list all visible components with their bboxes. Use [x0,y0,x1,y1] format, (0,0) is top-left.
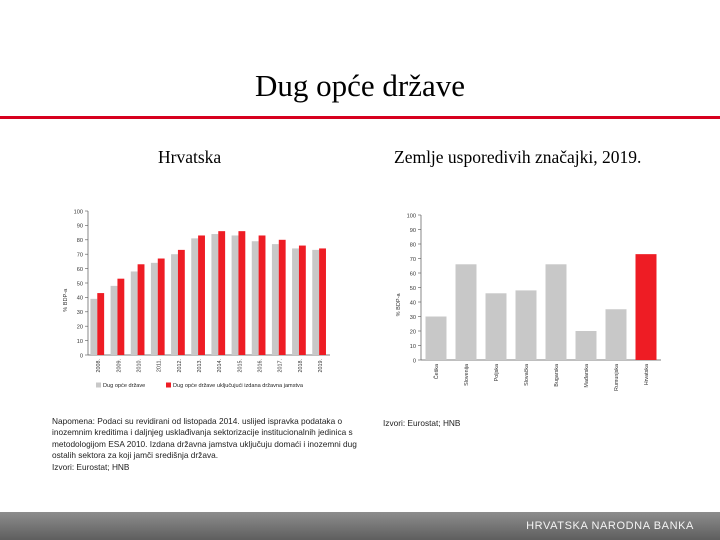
y-tick-label: 60 [409,271,416,278]
y-tick-label: 10 [76,338,83,345]
y-axis-label: % BDP-a [396,293,402,317]
bar-2015-series-2 [238,231,245,355]
bar-rumunjska [606,309,627,360]
source-note: Izvori: Eurostat; HNB [383,418,461,428]
x-tick-label: Bugarska [554,364,560,387]
x-tick-label: Slovenija [464,364,470,386]
bar-mađarska [576,331,597,360]
y-tick-label: 20 [76,324,83,331]
y-axis-label: % BDP-a [63,288,69,312]
legend-label-1: Dug opće države [103,383,146,389]
peer-countries-debt-bar-chart [383,205,673,400]
y-tick-label: 90 [409,227,416,234]
bar-2018-series-1 [292,248,299,355]
x-tick-label: 2015. [237,359,244,373]
x-tick-label: Češka [434,364,440,380]
bar-2016-series-2 [259,235,266,355]
y-tick-label: 50 [76,281,83,288]
footer-brand: HRVATSKA NARODNA BANKA [526,520,694,532]
y-tick-label: 80 [409,242,416,249]
bar-2017-series-1 [272,244,279,355]
x-tick-label: 2017. [277,359,284,373]
x-tick-label: 2019. [317,359,324,373]
legend-swatch-2 [166,383,171,388]
y-tick-label: 40 [409,300,416,307]
croatia-debt-bar-chart [50,205,335,400]
y-tick-label: 80 [76,238,83,245]
bar-2019-series-1 [312,250,319,355]
footer-bar [0,512,720,540]
y-tick-label: 100 [73,209,83,216]
x-tick-label: 2013. [196,359,203,373]
legend-label-2: Dug opće države uključujući izdana državna jamstva [173,383,303,389]
x-tick-label: 2016. [257,359,264,373]
y-tick-label: 20 [409,329,416,336]
bar-2009-series-2 [117,279,124,355]
bar-2014-series-2 [218,231,225,355]
bar-2015-series-1 [232,235,239,355]
y-tick-label: 60 [76,266,83,273]
x-tick-label: Rumunjska [614,364,620,391]
bar-slovačka [516,290,537,360]
bar-slovenija [456,264,477,360]
bar-2009-series-1 [111,286,118,355]
x-tick-label: Poljska [494,364,500,382]
bar-2011-series-1 [151,263,158,355]
bar-2014-series-1 [211,234,218,355]
x-tick-label: Slovačka [524,364,530,386]
y-tick-label: 10 [409,343,416,350]
legend-swatch-1 [96,383,101,388]
bar-2019-series-2 [319,248,326,355]
bar-2012-series-1 [171,254,178,355]
title-rule [0,116,720,119]
x-tick-label: 2009. [116,359,123,373]
bar-2010-series-2 [138,264,145,355]
x-tick-label: 2012. [176,359,183,373]
bar-2008-series-1 [90,299,97,355]
bar-hrvatska [636,254,657,360]
x-tick-label: Mađarska [584,364,590,388]
bar-češka [426,317,447,361]
x-tick-label: 2014. [217,359,224,373]
bar-2017-series-2 [279,240,286,355]
right-chart-subtitle: Zemlje usporedivih značajki, 2019. [394,147,642,167]
bar-bugarska [546,264,567,360]
left-chart-subtitle: Hrvatska [158,147,222,167]
bar-2010-series-1 [131,271,138,355]
footnote: Napomena: Podaci su revidirani od listopada 2014. uslijed ispravka podataka o inozemnim kreditima i daljnjeg usklađivanja sektorizacije institucionalnih jedinica s metodologijom ESA 2010. Izdana državna jamstva uključuju domaći i inozemni dug ostalih sektora za koji jamči središnja država. Izvori: Eurostat; HNB [52,416,357,472]
y-tick-label: 30 [76,310,83,317]
bar-2011-series-2 [158,259,165,355]
y-tick-label: 70 [76,252,83,259]
y-tick-label: 30 [409,314,416,321]
x-tick-label: Hrvatska [644,364,650,386]
y-tick-label: 50 [409,285,416,292]
bar-poljska [486,293,507,360]
y-tick-label: 90 [76,223,83,230]
y-tick-label: 40 [76,295,83,302]
x-tick-label: 2010. [136,359,143,373]
y-tick-label: 0 [412,358,416,365]
y-tick-label: 70 [409,256,416,263]
bar-2016-series-1 [252,241,259,355]
x-tick-label: 2011. [156,359,163,373]
x-tick-label: 2008. [96,359,103,373]
bar-2012-series-2 [178,250,185,355]
bar-2018-series-2 [299,246,306,355]
bar-2013-series-1 [191,238,198,355]
slide-title: Dug opće države [254,68,465,103]
bar-2008-series-2 [97,293,104,355]
x-tick-label: 2018. [297,359,304,373]
bar-2013-series-2 [198,235,205,355]
y-tick-label: 100 [406,213,416,220]
y-tick-label: 0 [79,353,83,360]
